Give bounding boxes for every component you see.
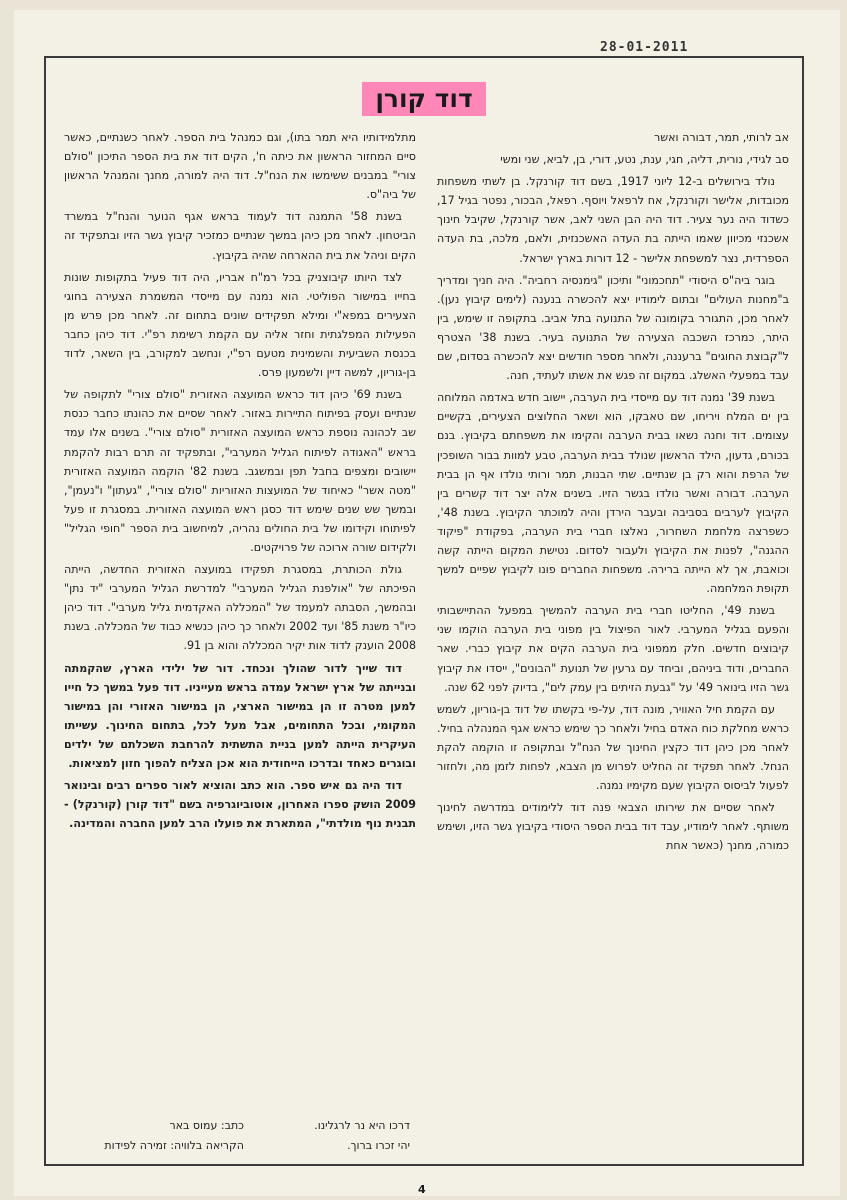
reader-credit: הקריאה בלוויה: זמירה לפידות [104,1139,244,1152]
article-column-left [64,128,416,836]
article-paragraph: בשנת 49', החליטו חברי בית הערבה להמשיך במפעל ההתיישבותי והפעם בגליל המערבי. לאור הפיצול בין מפוני בית הערבה הוקמו שני קיבוצים חדשים. חלק ממפוני בית הערבה הקים את קיבוץ כברי. שאר החברים, ודוד ביניהם, וביחד עם גרעין של תנועת "הבונים", ייסדו את קיבוץ גשר הזיו בינואר 49' על "גבעת הזיתים בין עמק לים", בדיוק לפני 62 שנה. [437,604,789,694]
article-paragraph: דוד היה גם איש ספר. הוא כתב והוציא לאור ספרים רבים ובינואר 2009 הושק ספרו האחרון, אוטוביוגרפיה בשם "דוד קורן (קורנקל) - תבנית נוף מולדתי", המתארת את פועלו הרב למען החברה והמדינה. [64,779,416,831]
credits [64,1116,244,1156]
article-paragraph: מתלמידותיו היא תמר בתו), וגם כמנהל בית הספר. לאחר כשנתיים, כאשר סיים המחזור הראשון את כיתה ח', הקים דוד את בית הספר התיכון "סולם צורי" במבנים ששימשו את הנח"ל. דוד היה למורה, מחנך והמנהל הראשון של ביה"ס. [64,131,416,202]
article-paragraph: בשנת 58' התמנה דוד לעמוד בראש אגף הנוער והנח"ל במשרד הביטחון. לאחר מכן כיהן במשך שנתיים כמזכיר קיבוץ גשר הזיו ובתפקיד זה הקים וניהל את בית ההארחה שהיה בקיבוץ. [64,210,416,262]
article-paragraph: דוד שייך לדור שהולך ונכחד. דור של ילידי הארץ, שהקמתה ובנייתה של ארץ ישראל עמדה בראש מעייניו. דוד פעל במשך כל חייו למען מטרה זו הן במישור הארצי, הן במישור האזורי והן במישור המקומי, ובכל התחומים, אבל מעל לכל, בתחום החינוך. עשייתו העיקרית הייתה למען בניית התשתית להרחבת השכלתם של ילדים ובוגרים כאחד ובדרכו הייחודית הוא אכן הצליח להפוך חזון למציאות. [64,661,416,770]
article-paragraph: לאחר שסיים את שירותו הצבאי פנה דוד ללימודים במדרשה לחינוך משותף. לאחר לימודיו, עבד דוד בבית הספר היסודי בקיבוץ גשר הזיו, ושימש כמורה, מחנך (כאשר אחת [437,801,789,853]
article-title: דוד קורן [362,82,486,116]
date-stamp: 28-01-2011 [600,40,689,55]
article-column-right [437,128,789,858]
closing-line: דרכו היא נר לרגלינו. [314,1119,410,1132]
article-paragraph: אב לרותי, תמר, דבורה ואשר [654,131,789,144]
article-paragraph: סב לגידי, נורית, דליה, חגי, ענת, נטע, דורי, בן, לביא, שני ומשי [500,153,789,167]
article-paragraph: גולת הכותרת, במסגרת תפקידו במועצה האזורית החדשה, הייתה הפיכתה של "אולפנת הגליל המערבי" למדרשת הגליל המערבי "יד נתן" ובהמשך, הסבתה למעמד של "המכללה האקדמית גליל מערבי". דוד כיהן כיו"ר משנת 85' ועד 2002 ולאחר כך כיהן כנשיא כבוד של המכללה. בשנת 2008 הוענק לדוד אות יקיר המכללה והוא בן 91. [64,563,416,653]
article-paragraph: נולד בירושלים ב-12 ליוני 1917, בשם דוד קורנקל. בן לשתי משפחות מכובדות, אלישר וקורנקל, אח לרפאל ויוסף. רפאל, הבכור, נפטר בגיל 17, כשדוד היה נער צעיר. דוד היה הבן השני לאב, אשר קורנקל, שקיבל חינוך אשכנזי מכיוון שאמו הייתה בת העדה האשכנזית, ולאם, מלכה, בת העדה הספרדית, נצר למשפחת אלישר - 12 דורות בארץ ישראל. [437,175,789,265]
author-credit: כתב: עמוס באר [169,1119,244,1132]
article-paragraph: בוגר ביה"ס היסודי "תחכמוני" ותיכון "גימנסיה רחביה". היה חניך ומדריך ב"מחנות העולים" ובתום לימודיו יצא להכשרה בנענה (לימים קיבוץ נען). לאחר מכן, התגורר בקומונה של התנועה בתל אביב. בתקופה זו שימש, בין היתר, כמרכז השכבה הצעירה של התנועה בעיר. בשנת 38' הצטרף ל"קבוצת החוגים" ברעננה, ולאחר מספר חודשים יצא להכשרה בסדום, שם עבד במפעלי האשלג. במקום זה פגש את אשתו לעתיד, חנה. [437,273,789,383]
closing-line: יהי זכרו ברוך. [347,1139,410,1152]
article-paragraph: בשנת 39' נמנה דוד עם מייסדי בית הערבה, יישוב חדש באדמה המלוחה בין ים המלח ויריחו, שם טאבקו, הוא ושאר החלוצים הצעירים, בקשיים עצומים. דוד וחנה נשאו בבית הערבה והקימו את משפחתם בקיבוץ. בנם בכורם, גדעון, הילד הראשון שנולד בבית הערבה, טבע למוות בבור השופכין של הרפת והוא רק בן שנתיים. שתי הבנות, תמר ורותי נולדו אף הן בבית הערבה. דבורה ואשר נולדו בגשר הזיו. בשנים אלה יצר דוד קשרים בין הקיבוץ לערבים בסביבה ובעבר הירדן והיה למוכתר הקיבוץ. בשנת 48', כשפרצה מלחמת השחרור, נאלצו חברי בית הערבה, בפקודת "פיקוד ההגנה", לפנות את הקיבוץ ולעבור לסדום. נטישת המקום הייתה קשה וכואבת, אך לא הייתה ברירה. משפחות החברים פונו לקיבוץ שפיים למשך תקופת המלחמה. [437,391,789,596]
article-paragraph: לצד היותו קיבוצניק בכל רמ"ח אבריו, היה דוד פעיל בתקופות שונות בחייו במישור הפוליטי. הוא נמנה עם מייסדי המשמרת הצעירה בחוגי הצעירים במפא"י ומילא תפקידים שונים בתחום זה. לאחר מכן פרש מן הפעילות המפלגתית וחזר אליה עם הקמת רשימת רפ"י. דוד כיהן כחבר בכנסת השביעית והשמינית מטעם רפ"י, ונחשב למקורב, בין השאר, לדוד בן-גוריון, למשה דיין ולשמעון פרס. [64,270,416,380]
closing-lines [250,1116,410,1156]
page-number: 4 [418,1183,426,1196]
article-paragraph: עם הקמת חיל האוויר, מונה דוד, על-פי בקשתו של דוד בן-גוריון, לשמש כראש מחלקת כוח האדם בחיל ולאחר כך שימש כראש אגף המנהלה בחיל. לאחר מכן כיהן דוד כקצין החינוך של הנח"ל ובתקופה זו הוקמה להקת הנחל. לאחר תפקיד זה החליט לפרוש מן הצבא, לפחות לזמן מה, ולחזור לפעול לביסוס הקיבוץ שעם מקימיו נמנה. [437,702,789,793]
article-paragraph: בשנת 69' כיהן דוד כראש המועצה האזורית "סולם צורי" לתקופה של שנתיים ועסק בפיתוח התיירות באזור. לאחר שסיים את כהונתו כחבר כנסת שב לכהונה נוספת כראש המועצה האזורית "סולם צורי". בשנים אלו עמד בראש "האגודה לפיתוח הגליל המערבי", ובתפקיד זה תרם רבות להקמת יישובים ומצפים בחבל תפן ובמשגב. בשנת 82' הוקמה המועצה האזורית "מטה אשר" כאיחוד של המועצות האזוריות "סולם צורי", "געתון" ו"נעמן", ובמשך שש שנים שימש דוד כסגן ראש המועצה האזורית. במסגרת זו פעל לפיתוחו וקידומו של בית החולים נהריה, למיחשוב בית הספר "חופי הגליל" ולקידום שורה ארוכה של פרויקטים. [64,388,416,554]
